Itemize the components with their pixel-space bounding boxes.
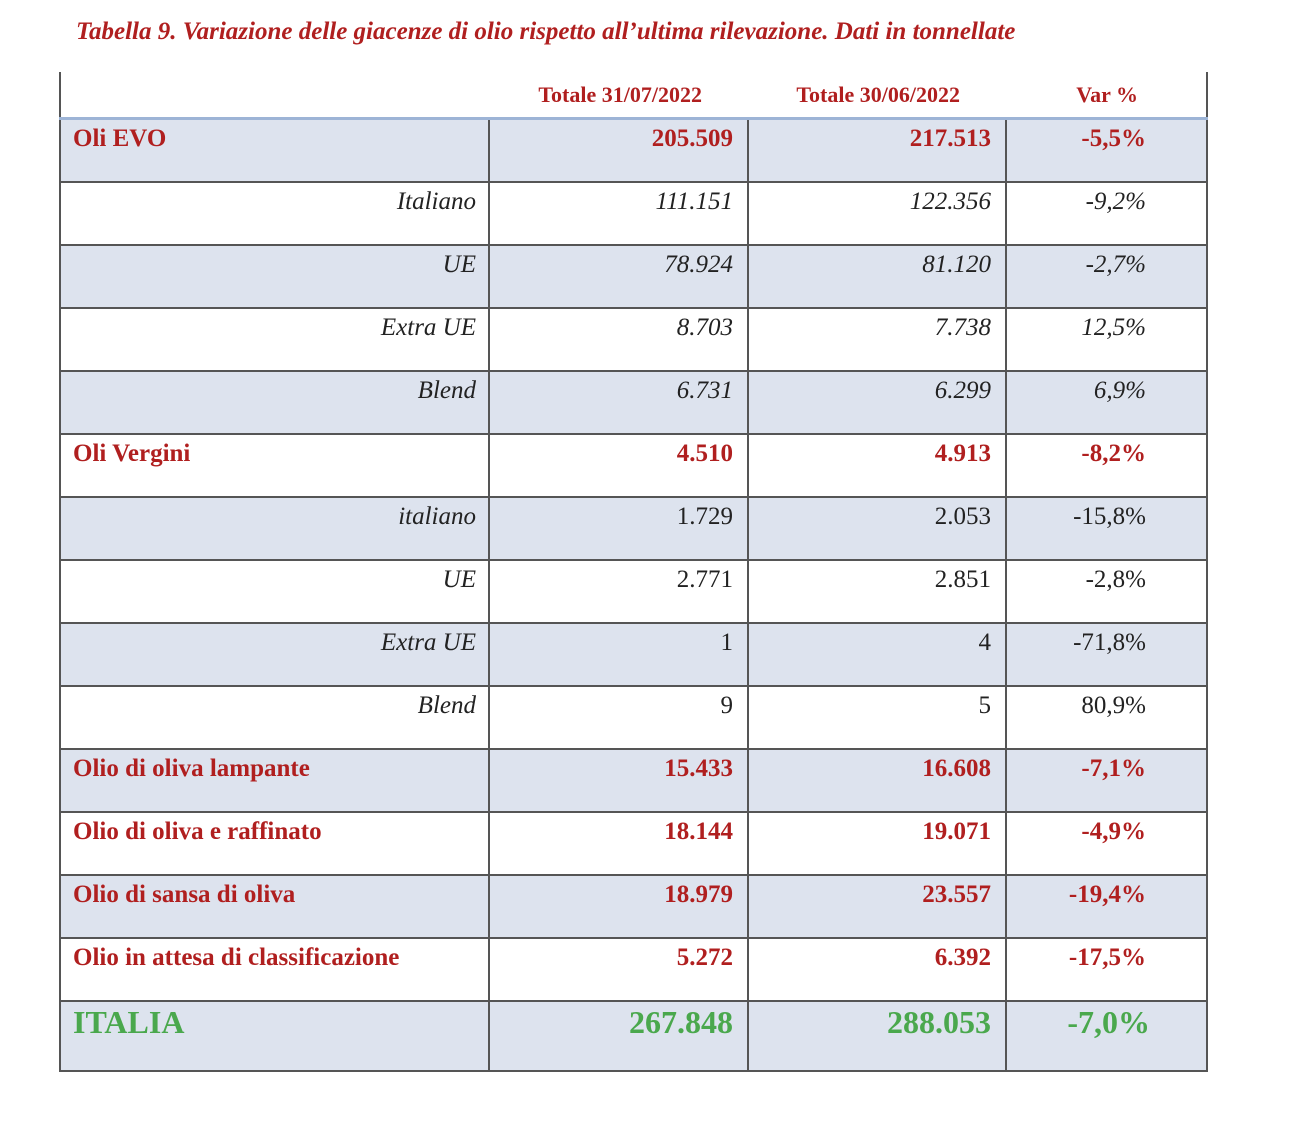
table-row [60,875,1207,938]
row-var-pct: 12,5% [1081,314,1146,341]
row-var-pct: -15,8% [1073,503,1146,530]
table-row [60,812,1207,875]
table-row [60,119,1207,183]
total-value-jul: 267.848 [629,1004,733,1040]
table-row [60,245,1207,308]
row-var-pct: -2,7% [1085,251,1146,278]
header-total-jun: Totale 30/06/2022 [748,72,1006,119]
row-value-jul: 2.771 [676,566,733,593]
row-var-pct: -17,5% [1068,944,1146,971]
stock-variation-table [59,72,1208,1072]
row-label: UE [442,251,476,278]
row-value-jun: 4 [978,629,991,656]
row-label: Olio in attesa di classificazione [73,944,400,971]
table-row [60,308,1207,371]
table-row [60,434,1207,497]
row-value-jul: 6.731 [676,377,733,404]
table-row [60,182,1207,245]
row-value-jul: 205.509 [651,125,733,152]
table-title: Tabella 9. Variazione delle giacenze di olio rispetto all’ultima rilevazione. Dati in tonnellate [76,18,1016,45]
row-value-jul: 4.510 [676,440,733,467]
table-row [60,938,1207,1001]
row-label: UE [442,566,476,593]
total-row [60,1001,1207,1071]
row-var-pct: -5,5% [1081,125,1146,152]
row-value-jul: 15.433 [664,755,733,782]
row-value-jun: 23.557 [922,881,991,908]
row-label: Extra UE [380,314,476,341]
row-value-jun: 2.053 [934,503,991,530]
row-var-pct: -9,2% [1085,188,1146,215]
row-label: Italiano [396,188,476,215]
row-value-jun: 81.120 [922,251,991,278]
row-value-jun: 5 [978,692,991,719]
total-value-jun: 288.053 [887,1004,991,1040]
row-var-pct: -2,8% [1085,566,1146,593]
total-label: ITALIA [73,1004,185,1040]
row-var-pct: -71,8% [1073,629,1146,656]
row-label: Oli Vergini [73,440,191,467]
row-value-jul: 8.703 [676,314,733,341]
row-value-jul: 9 [720,692,733,719]
row-label: Oli EVO [73,125,167,152]
row-value-jul: 1 [720,629,733,656]
table-row [60,497,1207,560]
row-value-jul: 78.924 [664,251,733,278]
row-var-pct: -7,1% [1081,755,1146,782]
row-label: Olio di sansa di oliva [73,881,296,908]
row-label: Extra UE [380,629,476,656]
row-value-jul: 111.151 [655,188,733,215]
header-empty-cell [60,72,489,119]
row-value-jul: 5.272 [676,944,733,971]
row-value-jun: 7.738 [934,314,991,341]
row-label: Olio di oliva lampante [73,755,310,782]
row-value-jun: 2.851 [934,566,991,593]
row-value-jun: 19.071 [922,818,991,845]
row-value-jun: 217.513 [909,125,991,152]
table-header-row [60,72,1207,119]
row-label: italiano [398,503,476,530]
row-value-jun: 6.392 [934,944,991,971]
header-total-jul: Totale 31/07/2022 [489,72,748,119]
row-value-jun: 6.299 [934,377,991,404]
header-var-pct: Var % [1006,72,1207,119]
row-value-jul: 1.729 [676,503,733,530]
row-value-jun: 4.913 [934,440,991,467]
row-var-pct: -4,9% [1081,818,1146,845]
row-value-jul: 18.144 [664,818,733,845]
row-var-pct: -8,2% [1081,440,1146,467]
row-label: Olio di oliva e raffinato [73,818,322,845]
row-value-jul: 18.979 [664,881,733,908]
row-value-jun: 122.356 [909,188,991,215]
table-row [60,371,1207,434]
row-var-pct: 80,9% [1081,692,1146,719]
total-var-pct: -7,0% [1067,1004,1150,1040]
table-row [60,686,1207,749]
row-label: Blend [417,692,476,719]
row-var-pct: -19,4% [1068,881,1146,908]
row-label: Blend [417,377,476,404]
table-row [60,560,1207,623]
table-row [60,623,1207,686]
row-var-pct: 6,9% [1093,377,1146,404]
table-row [60,749,1207,812]
row-value-jun: 16.608 [922,755,991,782]
